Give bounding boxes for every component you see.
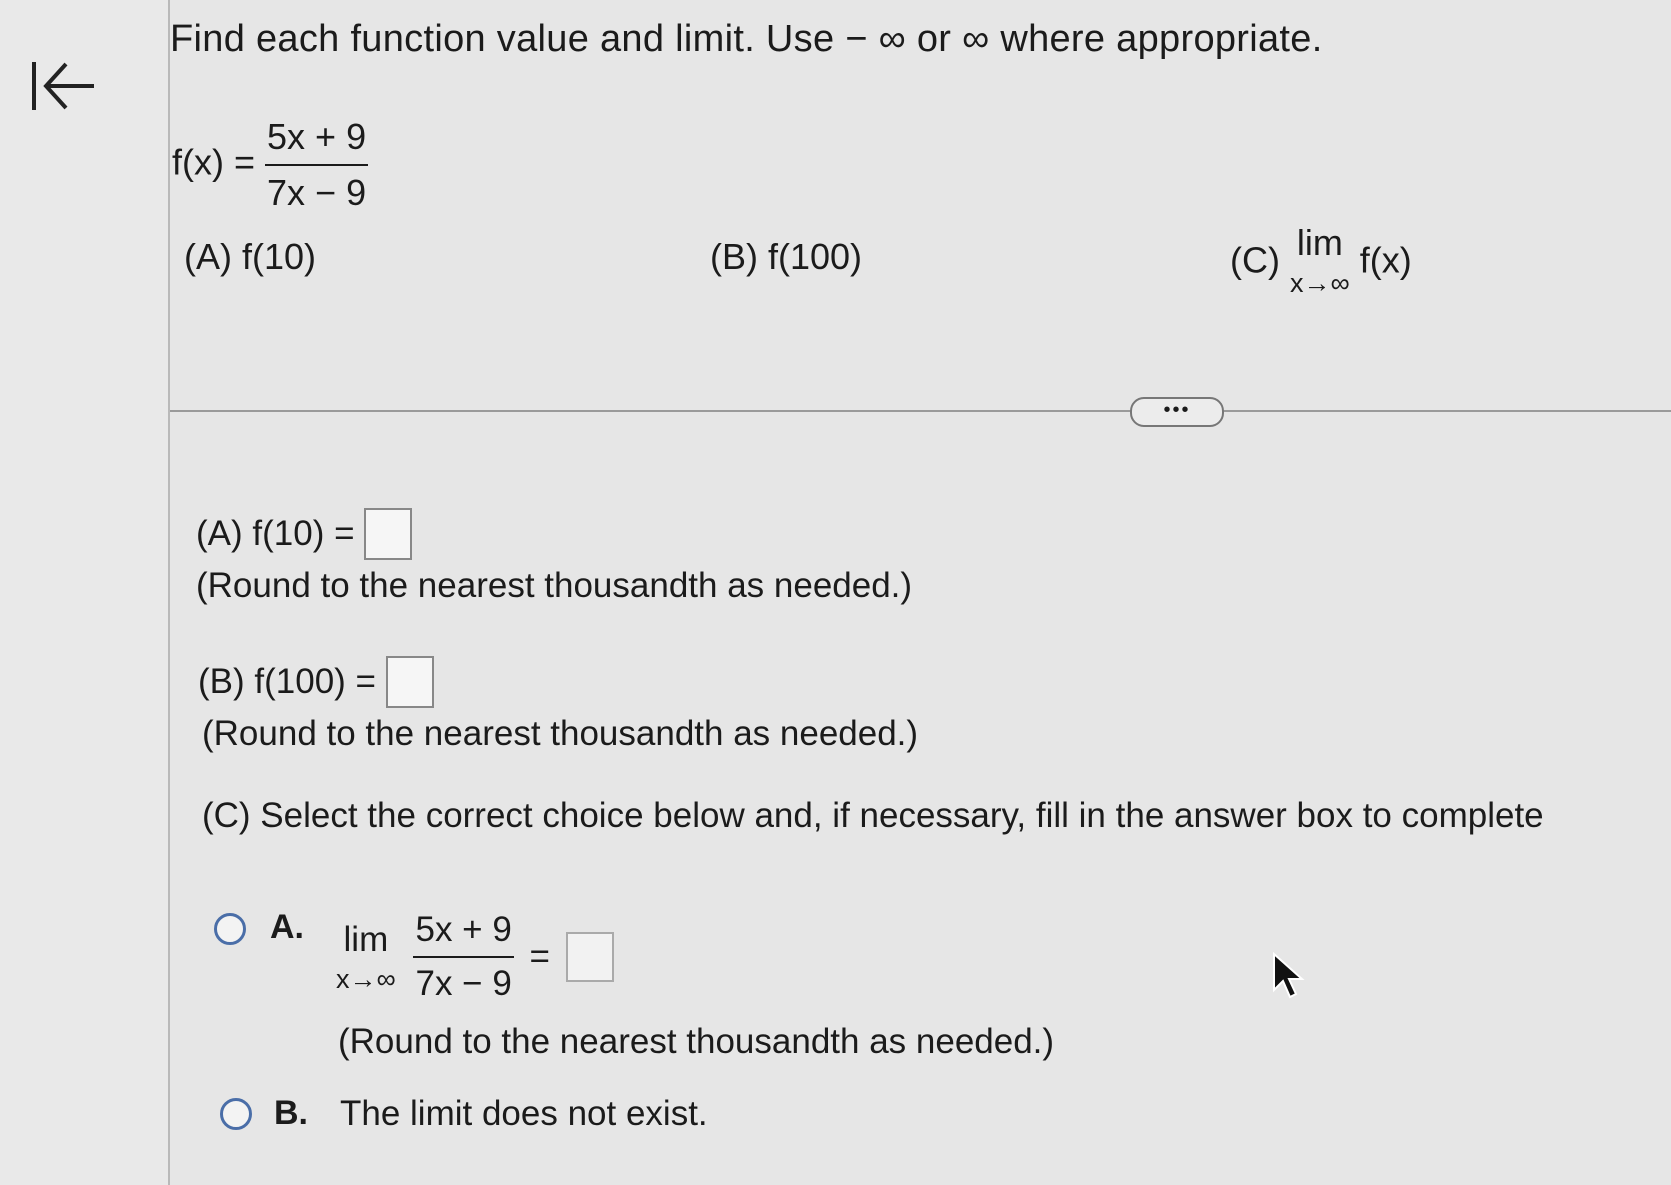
answer-b-note: (Round to the nearest thousandth as needed.) [202,714,919,753]
choice-a-equals: = [529,937,550,976]
choice-a-fraction [413,910,513,1004]
function-numerator: 5x + 9 [265,116,368,166]
choice-a-letter: A. [270,908,304,946]
function-definition [172,116,368,214]
part-c-prefix: (C) [1230,239,1280,281]
choice-b-radio[interactable] [220,1098,252,1130]
section-divider [170,410,1671,412]
answer-a-label: (A) f(10) = [196,514,355,553]
mouse-pointer-icon [1272,952,1306,1000]
lim-word: lim [1296,222,1343,263]
choice-a-numerator: 5x + 9 [413,910,513,958]
question-panel [170,0,1671,1185]
part-b-label: (B) f(100) [710,236,863,277]
choice-a-radio[interactable] [214,913,246,945]
answer-a-input[interactable] [364,508,412,560]
limit-expression [1290,222,1350,299]
answer-a-note: (Round to the nearest thousandth as needed.) [196,566,913,605]
radio-button[interactable] [214,913,246,945]
radio-button[interactable] [220,1098,252,1130]
part-a-label: (A) f(10) [184,236,317,277]
choice-a-note: (Round to the nearest thousandth as needed.) [338,1022,1055,1061]
choice-a-expression [336,910,614,1004]
function-denominator: 7x − 9 [267,172,367,213]
more-button[interactable]: ••• [1130,397,1224,427]
choice-a-denominator: 7x − 9 [415,964,512,1003]
answer-b-input[interactable] [386,656,434,708]
answer-b-label: (B) f(100) = [198,662,376,701]
lim-subscript: x→∞ [1290,268,1350,298]
choice-a-lim-subscript: x→∞ [336,963,396,994]
choice-a-lim-word: lim [343,919,389,959]
function-fraction [265,116,368,214]
instruction-text: Find each function value and limit. Use − ∞ or ∞ where appropriate. [170,18,1323,60]
answer-b-row [198,656,434,708]
part-c-label [1230,222,1412,299]
choice-a-limit [336,920,396,995]
function-lhs: f(x) = [172,141,256,183]
choice-a-input[interactable] [566,932,614,982]
left-panel [0,0,170,1185]
choice-b-letter: B. [274,1094,308,1132]
answer-a-row [196,508,412,560]
collapse-left-icon[interactable] [28,56,98,116]
choice-b-text: The limit does not exist. [340,1094,708,1133]
part-c-fx: f(x) [1359,239,1412,281]
answer-c-prompt: (C) Select the correct choice below and, if necessary, fill in the answer box to complete [202,796,1544,835]
